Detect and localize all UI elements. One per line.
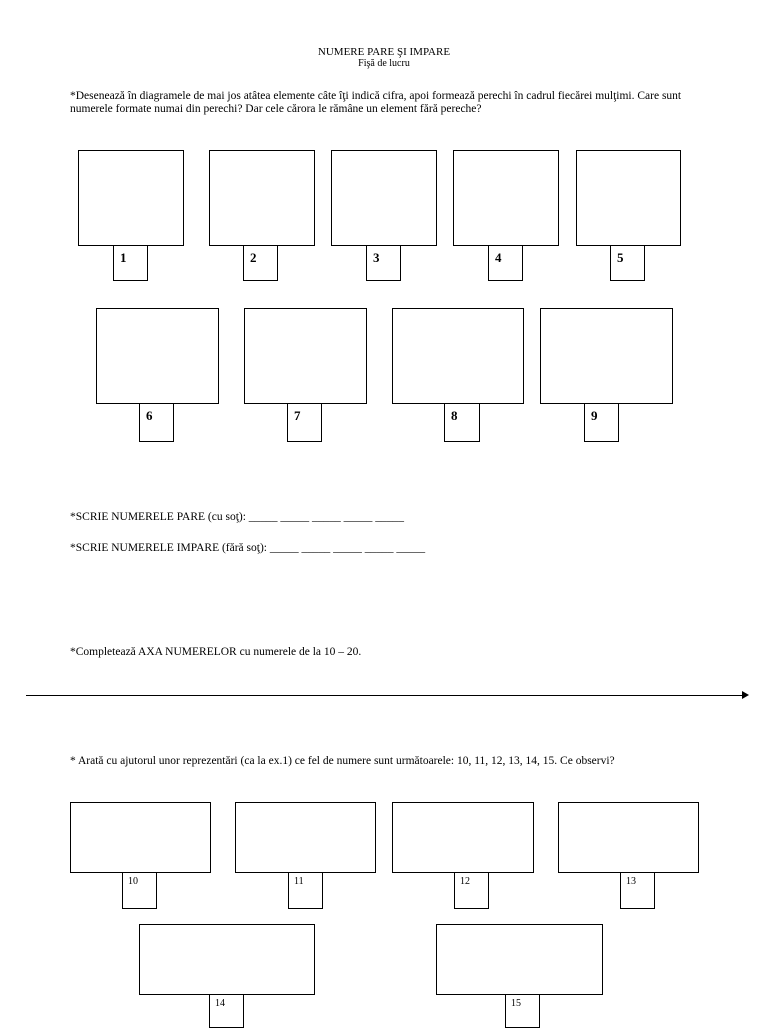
diagram-box-1 [78,150,184,246]
diagram-box-8 [392,308,524,404]
diagram-box-5 [576,150,681,246]
diagram-box-12 [392,802,534,873]
diagram-box-9 [540,308,673,404]
diagram-label-11: 11 [288,872,323,909]
diagram-label-6: 6 [139,403,174,442]
page-subtitle: Fişă de lucru [358,58,410,69]
exercise4-instruction: * Arată cu ajutorul unor reprezentări (ca la ex.1) ce fel de numere sunt următoarele: 10, 11, 12, 13, 14, 15. Ce observi? [70,755,615,767]
diagram-box-2 [209,150,315,246]
diagram-box-4 [453,150,559,246]
arrow-right-icon [742,691,749,699]
diagram-box-3 [331,150,437,246]
diagram-label-2: 2 [243,245,278,281]
diagram-box-14 [139,924,315,995]
diagram-label-14: 14 [209,994,244,1028]
odd-numbers-line: *SCRIE NUMERELE IMPARE (fără soţ): _____ _____ _____ _____ _____ [70,542,426,554]
diagram-box-6 [96,308,219,404]
even-numbers-line: *SCRIE NUMERELE PARE (cu soţ): _____ _____ _____ _____ _____ [70,511,405,523]
diagram-label-10: 10 [122,872,157,909]
diagram-label-4: 4 [488,245,523,281]
number-axis-instruction: *Completează AXA NUMERELOR cu numerele de la 10 – 20. [70,646,362,658]
diagram-label-3: 3 [366,245,401,281]
page-title: NUMERE PARE ŞI IMPARE [317,46,451,58]
number-axis-line [26,695,746,696]
diagram-label-1: 1 [113,245,148,281]
diagram-box-11 [235,802,376,873]
diagram-label-8: 8 [444,403,480,442]
diagram-box-15 [436,924,603,995]
diagram-label-13: 13 [620,872,655,909]
exercise1-instruction: *Desenează în diagramele de mai jos atâtea elemente câte îţi indică cifra, apoi formează perechi în cadrul fiecărei mulţimi. Care sunt numerele formate numai din perechi? Dar cele cărora le rămâne un element fără pereche? [70,90,682,115]
diagram-box-13 [558,802,699,873]
diagram-label-9: 9 [584,403,619,442]
diagram-label-5: 5 [610,245,645,281]
diagram-label-15: 15 [505,994,540,1028]
diagram-box-10 [70,802,211,873]
diagram-label-7: 7 [287,403,322,442]
diagram-box-7 [244,308,367,404]
diagram-label-12: 12 [454,872,489,909]
